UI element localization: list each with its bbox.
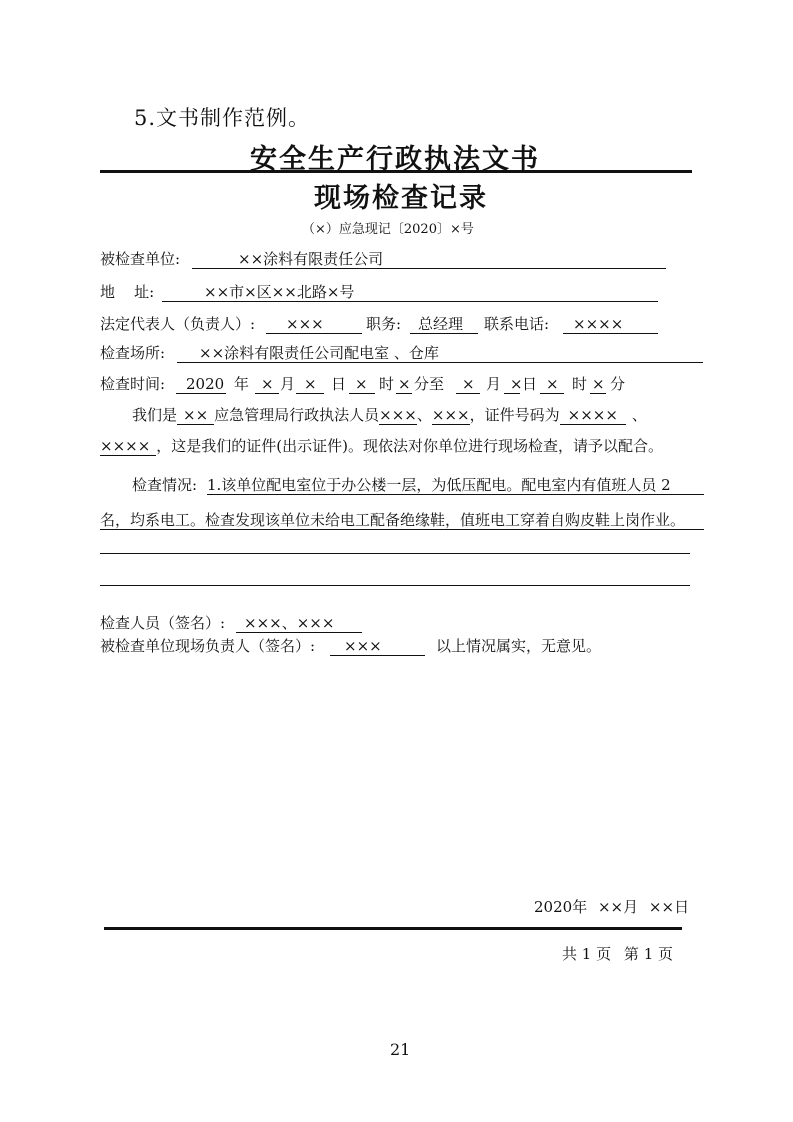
section-heading: 5.文书制作范例。 xyxy=(134,106,311,130)
inspection-label: 检查情况: xyxy=(132,476,198,494)
page-info xyxy=(562,946,673,963)
address-value: ××市×区××北路×号 xyxy=(204,283,355,301)
time-to-month-field xyxy=(456,376,480,394)
time-to-hour-unit: 时 xyxy=(572,375,588,393)
statement-suffix: ，这是我们的证件(出示证件)。现依法对你单位进行现场检查，请予以配合。 xyxy=(156,437,663,455)
unit-label: 被检查单位: xyxy=(100,250,181,268)
footer-rule xyxy=(104,927,682,930)
time-month-unit: 月 xyxy=(280,375,296,393)
inspection-blank-line-2 xyxy=(100,585,690,586)
legal-rep-field xyxy=(266,316,362,334)
inspectors-value: ×××、××× xyxy=(244,614,335,632)
phone-value: ×××× xyxy=(573,315,624,333)
page-current-suffix: 页 xyxy=(658,945,674,963)
time-to-day-unit: 日 xyxy=(522,375,538,393)
statement-cert-1: ×××× xyxy=(560,406,626,425)
responsible-field xyxy=(330,638,425,656)
time-year-value: 2020 xyxy=(186,375,225,393)
statement-middle: 应急管理局行政执法人员 xyxy=(214,406,380,424)
inspection-blank-line-1 xyxy=(100,553,690,554)
time-to-minute-value: × xyxy=(592,375,605,393)
time-to-month-unit: 月 xyxy=(486,375,502,393)
unit-value: ××涂料有限责任公司 xyxy=(238,250,384,268)
time-hour-field xyxy=(349,376,375,394)
statement-agency: ×× xyxy=(177,406,214,425)
unit-field xyxy=(192,251,666,269)
time-hour-unit: 时 xyxy=(379,375,395,393)
date-month: ×× xyxy=(597,898,624,916)
document-number: （×）应急现记〔2020〕×号 xyxy=(302,222,474,237)
address-label: 地 址: xyxy=(100,283,155,301)
date-year-unit: 年 xyxy=(572,898,588,916)
time-to-minute-field xyxy=(590,376,606,394)
position-field xyxy=(410,316,478,334)
position-value: 总经理 xyxy=(418,315,464,333)
date-year: 2020 xyxy=(534,898,573,916)
page-number: 21 xyxy=(390,1040,411,1059)
statement-officer-2: ××× xyxy=(431,406,470,424)
inspectors-label: 检查人员（签名）: xyxy=(100,614,226,632)
time-to-hour-field xyxy=(540,376,564,394)
document-title: 安全生产行政执法文书 xyxy=(250,144,540,175)
statement-prefix: 我们是 xyxy=(132,406,178,424)
place-label: 检查场所: xyxy=(100,344,166,362)
page-total: 1 xyxy=(581,945,592,963)
time-minute-unit: 分 xyxy=(610,375,626,393)
time-label: 检查时间: xyxy=(100,375,166,393)
responsible-value: ××× xyxy=(344,637,382,655)
time-year-field xyxy=(176,376,226,394)
legal-rep-label: 法定代表人（负责人）: xyxy=(100,315,256,333)
date-month-unit: 月 xyxy=(623,898,639,916)
inspection-line-1: 1.该单位配电室位于办公楼一层，为低压配电。配电室内有值班人员 2 xyxy=(207,477,704,495)
time-minute-to-unit: 分至 xyxy=(414,375,445,393)
date-day-unit: 日 xyxy=(674,898,690,916)
responsible-label: 被检查单位现场负责人（签名）: xyxy=(100,637,316,655)
time-day-unit: 日 xyxy=(331,375,347,393)
statement-officer-1: ××× xyxy=(379,406,417,424)
page-current-prefix: 第 xyxy=(623,945,639,963)
document-subtitle: 现场检查记录 xyxy=(314,183,488,214)
statement-cert-sep: 、 xyxy=(631,406,647,424)
place-field xyxy=(177,345,703,363)
statement-cert-text: ，证件号码为 xyxy=(469,406,560,424)
address-field xyxy=(162,284,658,302)
time-month-value: × xyxy=(261,375,274,393)
statement-sep: 、 xyxy=(416,406,432,424)
date-day: ×× xyxy=(648,898,675,916)
confirm-text: 以上情况属实，无意见。 xyxy=(436,637,602,655)
document-date xyxy=(534,899,689,916)
legal-rep-value: ××× xyxy=(286,315,324,333)
position-label: 职务: xyxy=(366,315,402,333)
inspectors-field xyxy=(236,615,362,633)
time-to-day-value: × xyxy=(510,375,523,393)
time-day-field xyxy=(296,376,324,394)
statement-cert-2: ×××× xyxy=(100,437,156,456)
time-minute-field xyxy=(396,376,412,394)
time-day-value: × xyxy=(304,375,317,393)
time-to-day-field xyxy=(504,375,523,394)
time-to-hour-value: × xyxy=(546,375,559,393)
statement-line-1 xyxy=(132,407,647,424)
statement-line-2 xyxy=(100,438,663,455)
page-total-prefix: 共 xyxy=(562,945,578,963)
phone-field xyxy=(563,316,658,334)
phone-label: 联系电话: xyxy=(484,315,550,333)
time-year-unit: 年 xyxy=(234,375,250,393)
place-value: ××涂料有限责任公司配电室 、仓库 xyxy=(199,344,439,362)
time-to-month-value: × xyxy=(462,375,475,393)
page-total-suffix: 页 xyxy=(596,945,612,963)
time-hour-value: × xyxy=(355,375,368,393)
inspection-line-2: 名，均系电工。检查发现该单位未给电工配备绝缘鞋，值班电工穿着自购皮鞋上岗作业。 xyxy=(100,512,704,530)
time-month-field xyxy=(255,376,279,394)
page-current: 1 xyxy=(643,945,654,963)
time-minute-value: × xyxy=(398,375,411,393)
